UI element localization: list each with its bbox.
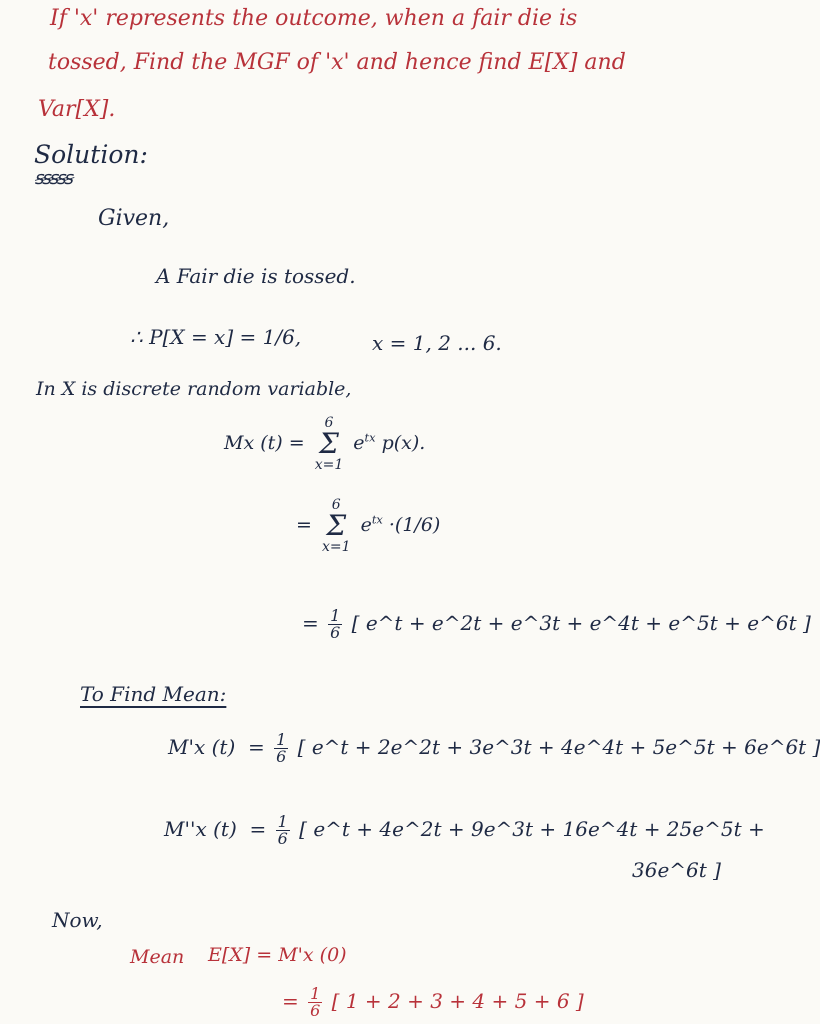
fraction-one-sixth bbox=[276, 814, 290, 847]
first-derivative-lhs: M'x (t) bbox=[168, 735, 236, 759]
mgf3-body: [ e^t + e^2t + e^3t + e^4t + e^5t + e^6t ] bbox=[351, 611, 811, 635]
problem-line-2: tossed, Find the MGF of 'x' and hence find E[X] and bbox=[48, 50, 626, 75]
sum-upper-limit: 6 bbox=[324, 415, 334, 431]
mgf-term-tail: p(x). bbox=[381, 432, 426, 454]
problem-line-1: If 'x' represents the outcome, when a fair die is bbox=[50, 6, 578, 31]
fraction-numerator: 1 bbox=[330, 606, 341, 625]
mean-evaluation: = $\frac{1}{6}$ [ 1 + 2 + 3 + 4 + 5 + 6 ] bbox=[282, 984, 584, 1020]
mgf2-term: e bbox=[360, 514, 372, 536]
fraction-denominator: 6 bbox=[310, 1001, 321, 1020]
first-derivative-equation: M'x (t) = $\frac{1}{6}$ [ e^t + 2e^2t + 3e^3t + 4e^4t + 5e^5t + 6e^6t ] bbox=[168, 730, 820, 766]
second-derivative-rhs: [ e^t + 4e^2t + 9e^3t + 16e^4t + 25e^5t + bbox=[299, 817, 765, 841]
mgf-term: e bbox=[353, 432, 365, 454]
mgf2-term-exponent: tx bbox=[371, 512, 383, 527]
mgf-lhs: Mx (t) = bbox=[224, 432, 305, 454]
mgf3-prefix: = bbox=[302, 611, 319, 635]
given-label: Given, bbox=[98, 206, 170, 231]
second-derivative-lhs: M''x (t) bbox=[164, 817, 237, 841]
given-statement: A Fair die is tossed. bbox=[156, 264, 356, 288]
sum2-lower-limit: x=1 bbox=[321, 539, 351, 555]
heading-underline-decoration: ꞩꞩꞩꞩꞩ bbox=[34, 168, 71, 189]
fraction-one-sixth bbox=[308, 986, 322, 1019]
fraction-denominator: 6 bbox=[330, 623, 341, 642]
problem-line-3: Var[X]. bbox=[38, 97, 116, 122]
fraction-one-sixth bbox=[328, 608, 342, 641]
fraction-numerator: 1 bbox=[277, 812, 288, 831]
now-label: Now, bbox=[52, 908, 103, 932]
fraction-denominator: 6 bbox=[277, 829, 288, 848]
mgf-equation-2: = 6 Σ x=1 $e^{tx} \cdot(1/6)$ bbox=[296, 497, 441, 555]
summation bbox=[315, 416, 344, 472]
mgf-equation bbox=[224, 416, 425, 472]
first-derivative-rhs: [ e^t + 2e^2t + 3e^3t + 4e^4t + 5e^5t + 6e^6t ] bbox=[297, 735, 820, 759]
sum2-upper-limit: 6 bbox=[331, 497, 341, 513]
fraction-numerator: 1 bbox=[276, 730, 287, 749]
mean-section-heading: To Find Mean: bbox=[80, 682, 227, 706]
mgf-term-exponent: tx bbox=[364, 430, 376, 445]
mean-label: Mean bbox=[130, 946, 185, 968]
mean-expression: E[X] = M'x (0) bbox=[208, 944, 347, 966]
sum-lower-limit: x=1 bbox=[314, 457, 344, 473]
mean-evaluation-body: [ 1 + 2 + 3 + 4 + 5 + 6 ] bbox=[331, 989, 584, 1013]
probability-range: x = 1, 2 ... 6. bbox=[372, 331, 502, 355]
probability-equation: ∴ P[X = x] = 1/6, bbox=[130, 325, 302, 349]
second-derivative-equation: M''x (t) = $\frac{1}{6}$ [ e^t + 4e^2t + 9e^3t + 16e^4t + 25e^5t + bbox=[164, 812, 765, 848]
sigma-symbol: Σ bbox=[326, 509, 347, 542]
fraction-denominator: 6 bbox=[276, 747, 287, 766]
fraction-numerator: 1 bbox=[310, 984, 321, 1003]
fraction-one-sixth bbox=[274, 732, 288, 765]
summation-2 bbox=[322, 498, 351, 554]
discrete-statement: In X is discrete random variable, bbox=[36, 378, 352, 400]
second-derivative-continuation: 36e^6t ] bbox=[632, 858, 721, 882]
mgf-equation-3 bbox=[302, 608, 811, 641]
solution-heading: Solution: bbox=[34, 140, 148, 169]
sigma-symbol: Σ bbox=[319, 427, 339, 460]
mgf2-term-tail: ·(1/6) bbox=[388, 514, 441, 536]
